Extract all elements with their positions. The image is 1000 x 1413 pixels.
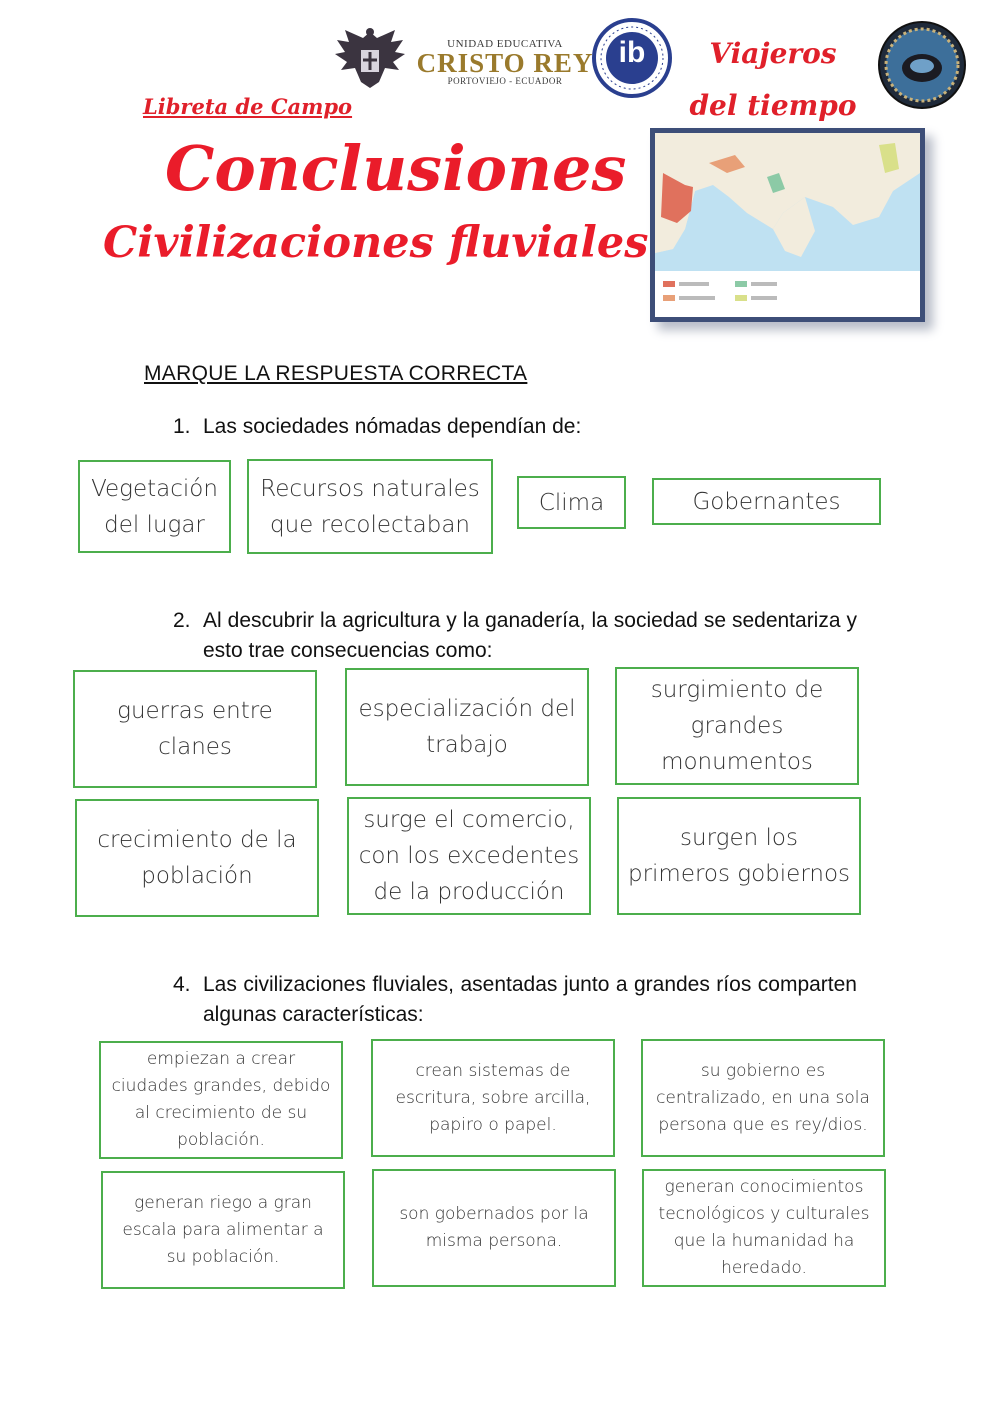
q2-option-population-growth[interactable]: crecimiento de la población (75, 799, 319, 917)
q4-option-centralized-government[interactable]: su gobierno es centralizado, en una sola persona que es rey/dios. (641, 1039, 885, 1157)
q2-option-first-governments[interactable]: surgen los primeros gobiernos (617, 797, 861, 915)
q4-option-writing-systems[interactable]: crean sistemas de escritura, sobre arcilla, papiro o papel. (371, 1039, 615, 1157)
river-civilizations-map-image (650, 128, 925, 322)
question-number: 1. (173, 415, 191, 438)
q1-option-vegetation[interactable]: Vegetación del lugar (78, 460, 231, 553)
q1-option-climate[interactable]: Clima (517, 476, 626, 529)
question-text: Las sociedades nómadas dependían de: (203, 415, 582, 438)
instruction-heading: MARQUE LA RESPUESTA CORRECTA (144, 362, 528, 385)
question-text: Al descubrir la agricultura y la ganadería, la sociedad se sedentariza y esto trae consecuencias como: (203, 609, 857, 662)
question-number: 4. (173, 973, 191, 996)
project-title-line1: Viajeros (709, 37, 837, 70)
q1-option-rulers[interactable]: Gobernantes (652, 478, 881, 525)
project-title-line2: del tiempo (689, 89, 857, 122)
ib-world-school-logo (592, 18, 672, 98)
school-crest-logo (333, 24, 407, 92)
question-4 (173, 970, 857, 1030)
school-location: PORTOVIEJO - ECUADOR (447, 76, 563, 86)
question-number: 2. (173, 609, 191, 632)
time-travelers-emblem (877, 20, 967, 110)
question-text: Las civilizaciones fluviales, asentadas junto a grandes ríos comparten algunas características: (203, 973, 857, 1026)
school-name-logo (416, 38, 594, 86)
school-line1: UNIDAD EDUCATIVA (447, 38, 563, 50)
q4-option-large-cities[interactable]: empiezan a crear ciudades grandes, debido al crecimiento de su población. (99, 1041, 343, 1159)
q2-option-labor-specialization[interactable]: especialización del trabajo (345, 668, 589, 786)
school-name: CRISTO REY (416, 48, 594, 78)
notebook-label: Libreta de Campo (143, 94, 353, 119)
question-1 (173, 412, 857, 442)
q4-option-same-ruler[interactable]: son gobernados por la misma persona. (372, 1169, 616, 1287)
ib-label: ib (618, 36, 646, 69)
q2-option-clan-wars[interactable]: guerras entre clanes (73, 670, 317, 788)
page-subtitle: Civilizaciones fluviales (103, 218, 649, 268)
q2-option-commerce[interactable]: surge el comercio, con los excedentes de la producción (347, 797, 591, 915)
project-title (688, 28, 858, 132)
q4-option-large-scale-irrigation[interactable]: generan riego a gran escala para alimentar a su población. (101, 1171, 345, 1289)
page-title: Conclusiones (165, 132, 627, 205)
q4-option-inherited-knowledge[interactable]: generan conocimientos tecnológicos y culturales que la humanidad ha heredado. (642, 1169, 886, 1287)
question-2 (173, 606, 857, 666)
q1-option-natural-resources[interactable]: Recursos naturales que recolectaban (247, 459, 493, 554)
q2-option-monuments[interactable]: surgimiento de grandes monumentos (615, 667, 859, 785)
